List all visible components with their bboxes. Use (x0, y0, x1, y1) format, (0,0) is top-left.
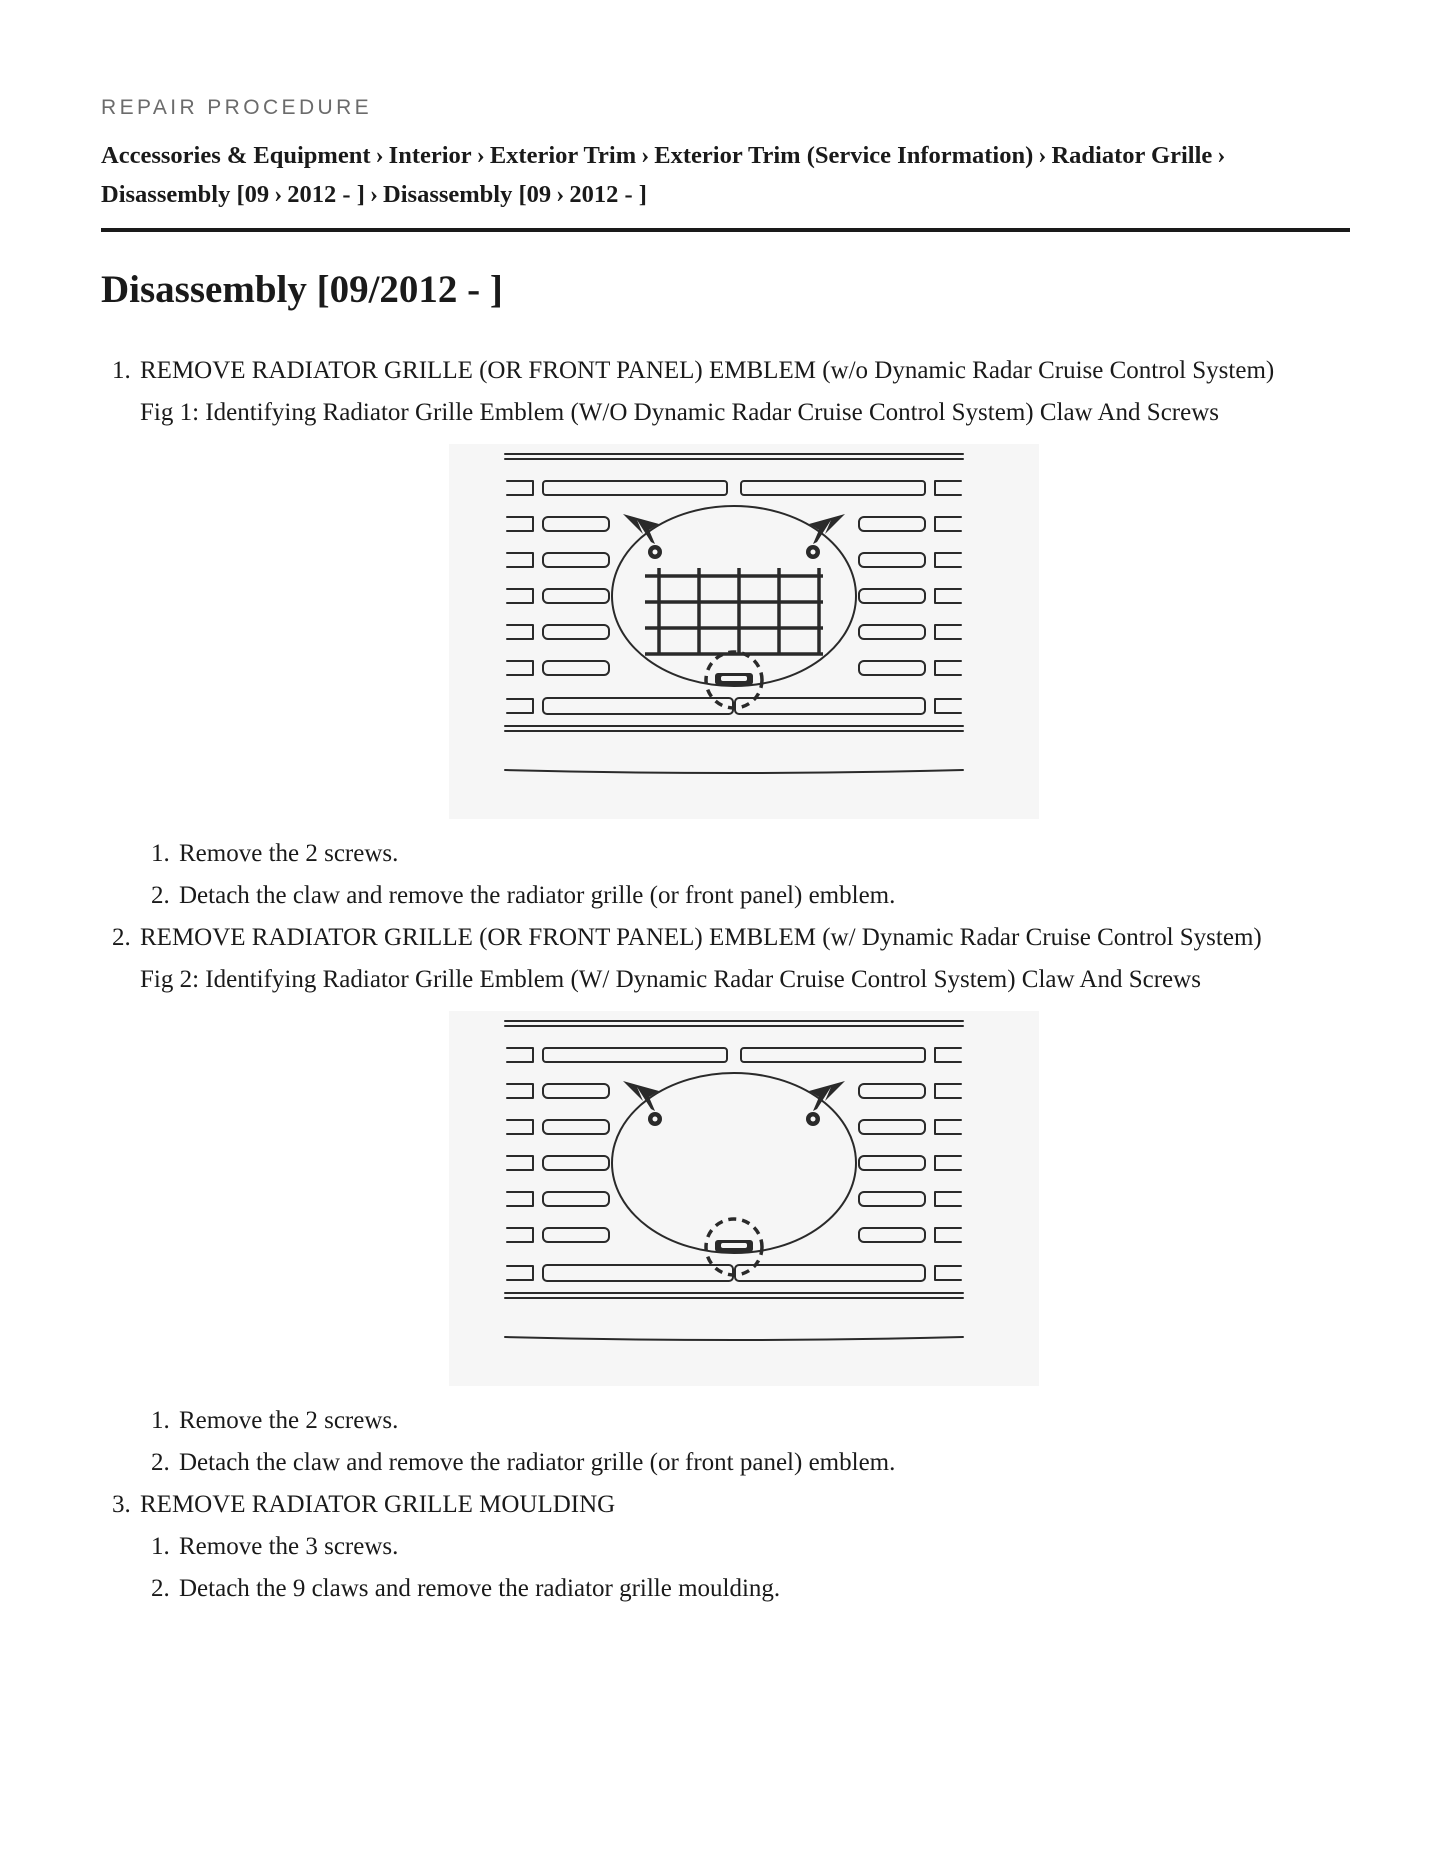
substep (101, 833, 1351, 875)
substep-number: 1. (151, 1533, 170, 1560)
page-title: Disassembly [09/2012 - ] (101, 268, 503, 311)
figure-caption: Fig 1: Identifying Radiator Grille Emblem (W/O Dynamic Radar Cruise Control System) Claw And Screws (140, 399, 1219, 426)
breadcrumb-separator: › (369, 181, 379, 208)
header-divider (101, 228, 1350, 232)
substep-text: Remove the 3 screws. (179, 1533, 399, 1560)
radiator-grille-diagram (449, 1011, 1039, 1386)
grille-emblem-figure (449, 1011, 1039, 1386)
step-heading: REMOVE RADIATOR GRILLE MOULDING (140, 1491, 616, 1518)
substep-text: Detach the 9 claws and remove the radiator grille moulding. (179, 1575, 781, 1602)
step-number: 1. (112, 357, 131, 384)
breadcrumb-item[interactable]: Interior (388, 142, 472, 169)
procedure-step (101, 917, 1351, 959)
breadcrumb-item[interactable]: Radiator Grille (1051, 142, 1213, 169)
substep-number: 2. (151, 1575, 170, 1602)
breadcrumb-separator: › (556, 181, 565, 208)
substep-text: Remove the 2 screws. (179, 840, 399, 867)
substep-number: 2. (151, 1449, 170, 1476)
breadcrumb-item[interactable]: Disassembly [09 (101, 181, 270, 208)
breadcrumb (101, 136, 1351, 214)
breadcrumb-separator: › (1217, 142, 1226, 169)
substep-number: 1. (151, 1407, 170, 1434)
breadcrumb-separator: › (375, 142, 384, 169)
breadcrumb-item[interactable]: Exterior Trim (489, 142, 637, 169)
substep (101, 875, 1351, 917)
procedure-step (101, 350, 1351, 392)
substep-text: Remove the 2 screws. (179, 1407, 399, 1434)
substep-number: 2. (151, 882, 170, 909)
substep (101, 1442, 1351, 1484)
breadcrumb-item[interactable]: Disassembly [09 (383, 181, 552, 208)
breadcrumb-separator: › (476, 142, 485, 169)
substep-text: Detach the claw and remove the radiator grille (or front panel) emblem. (179, 882, 896, 909)
breadcrumb-item[interactable]: Exterior Trim (Service Information) (654, 142, 1034, 169)
step-number: 2. (112, 924, 131, 951)
substep-text: Detach the claw and remove the radiator grille (or front panel) emblem. (179, 1449, 896, 1476)
breadcrumb-separator: › (1038, 142, 1047, 169)
procedure-steps (101, 350, 1351, 1610)
substep (101, 1526, 1351, 1568)
breadcrumb-item[interactable]: 2012 - ] (569, 181, 647, 208)
substep (101, 1568, 1351, 1610)
breadcrumb-separator: › (641, 142, 650, 169)
breadcrumb-separator: › (274, 181, 283, 208)
breadcrumb-item[interactable]: Accessories & Equipment (101, 142, 371, 169)
substep (101, 1400, 1351, 1442)
radiator-grille-diagram (449, 444, 1039, 819)
step-heading: REMOVE RADIATOR GRILLE (OR FRONT PANEL) EMBLEM (w/ Dynamic Radar Cruise Control System) (140, 924, 1262, 951)
grille-emblem-figure (449, 444, 1039, 819)
breadcrumb-item[interactable]: 2012 - ] (287, 181, 365, 208)
step-number: 3. (112, 1491, 131, 1518)
figure-caption: Fig 2: Identifying Radiator Grille Emblem (W/ Dynamic Radar Cruise Control System) Claw And Screws (140, 966, 1201, 993)
substep-number: 1. (151, 840, 170, 867)
procedure-step (101, 1484, 1351, 1526)
eyebrow-label: REPAIR PROCEDURE (101, 96, 373, 119)
step-heading: REMOVE RADIATOR GRILLE (OR FRONT PANEL) EMBLEM (w/o Dynamic Radar Cruise Control System) (140, 357, 1275, 384)
